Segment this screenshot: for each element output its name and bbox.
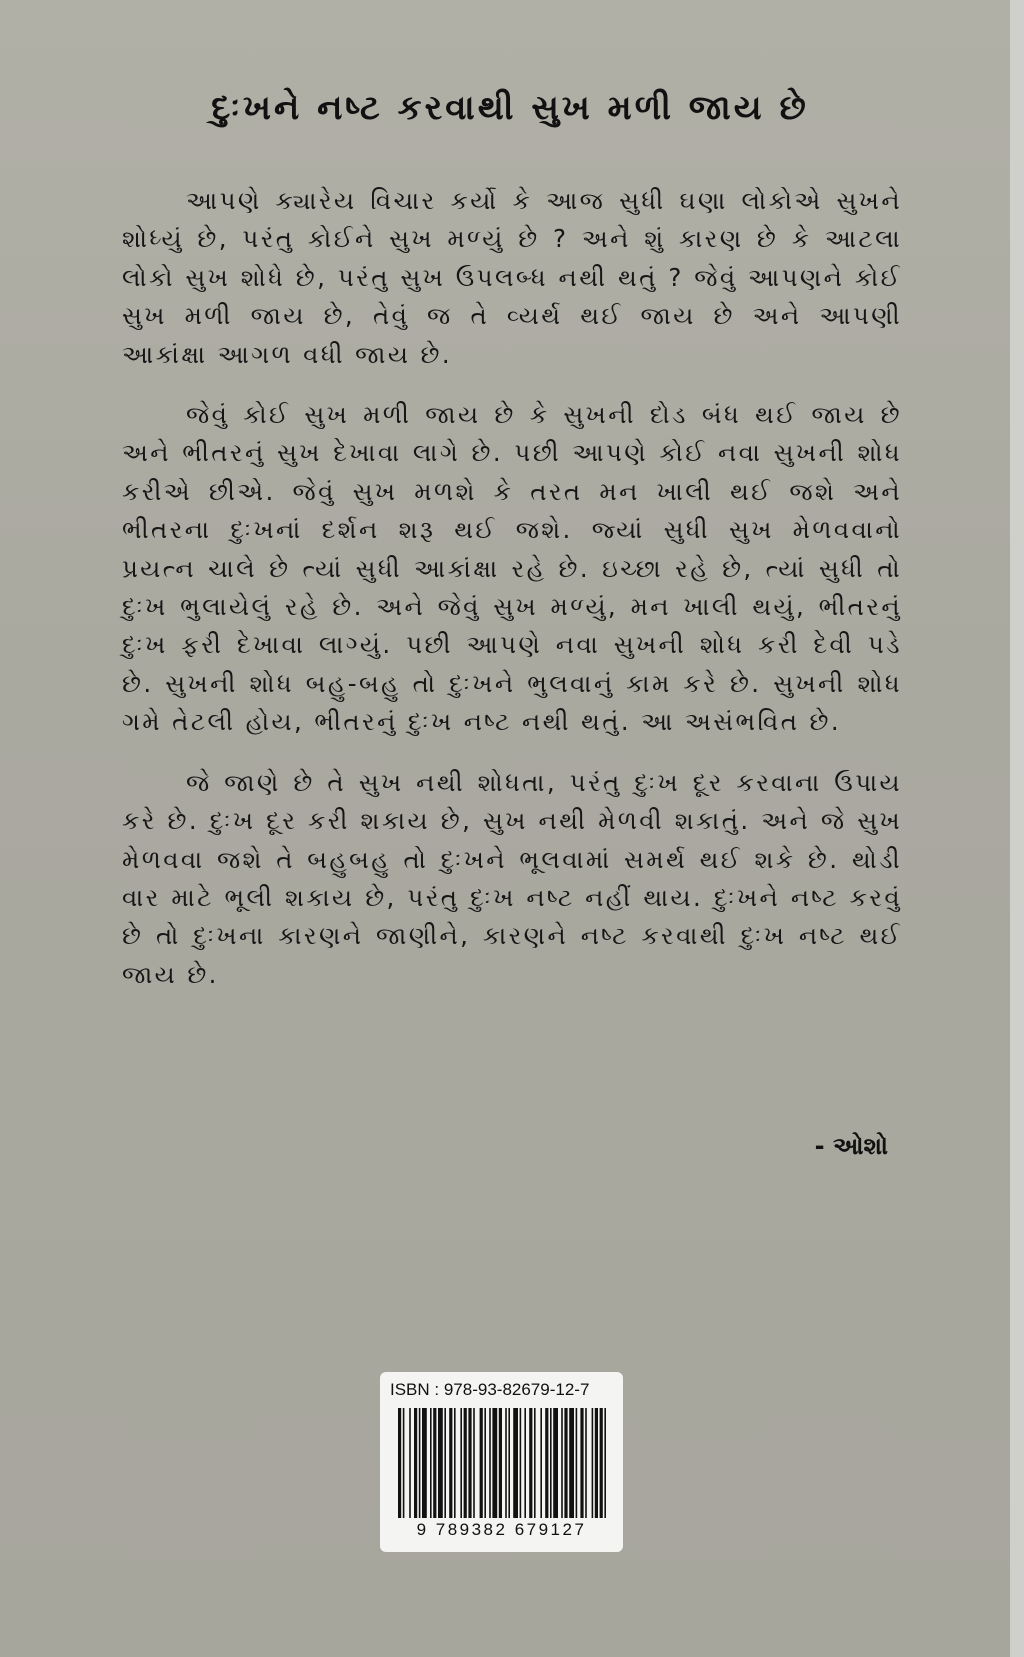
barcode-bar <box>595 1408 598 1518</box>
body-text <box>122 182 902 1016</box>
barcode-bar <box>524 1408 526 1518</box>
barcode-bar <box>438 1408 443 1518</box>
barcode-bar <box>398 1408 401 1518</box>
barcode-bar <box>508 1408 510 1518</box>
barcode-bar <box>592 1408 594 1518</box>
page-title: દુઃખને નષ્ટ કરવાથી સુખ મળી જાય છે <box>211 88 809 128</box>
barcode-bar <box>529 1408 532 1518</box>
barcode-bar <box>414 1408 417 1518</box>
barcode-bar <box>550 1408 552 1518</box>
barcode-bar <box>489 1408 491 1518</box>
barcode-bar <box>585 1408 587 1518</box>
barcode-bar <box>480 1408 483 1518</box>
barcode-bar <box>464 1408 467 1518</box>
barcode-bar <box>561 1408 563 1518</box>
barcode-bar <box>600 1408 603 1518</box>
paragraph-1: આપણે ક્યારેય વિચાર કર્યો કે આજ સુધી ઘણા લોકોએ સુખને શોધ્યું છે, પરંતુ કોઈને સુખ મળ્યું છે ? અને શું કારણ છે કે આટલા લોકો સુખ શોધે છે, પરંતુ સુખ ઉપલબ્ધ નથી થતું ? જેવું આપણને કોઈ સુખ મળી જાય છે, તેવું જ તે વ્યર્થ થઈ જાય છે અને આપણી આકાંક્ષા આગળ વધી જાય છે. <box>122 186 902 369</box>
barcode-bar <box>553 1408 558 1518</box>
barcode-bar <box>576 1408 578 1518</box>
barcode-bar <box>419 1408 421 1518</box>
author-signature: - ઓશો <box>814 1132 888 1160</box>
paragraph-2: જેવું કોઈ સુખ મળી જાય છે કે સુખની દોડ બંધ થઈ જાય છે અને ભીતરનું સુખ દેખાવા લાગે છે. પછી આપણે કોઈ નવા સુખની શોધ કરીએ છીએ. જેવું સુખ મળશે કે તરત મન ખાલી થઈ જશે અને ભીતરના દુઃખનાં દર્શન શરૂ થઈ જશે. જ્યાં સુધી સુખ મેળવવાનો પ્રયત્ન ચાલે છે ત્યાં સુધી આકાંક્ષા રહે છે. ઇચ્છા રહે છે, ત્યાં સુધી તો દુઃખ ભુલાયેલું રહે છે. અને જેવું સુખ મળ્યું, મન ખાલી થયું, ભીતરનું દુઃખ ફરી દેખાવા લાગ્યું. પછી આપણે નવા સુખની શોધ કરી દેવી પડે છે. સુખની શોધ બહુ-બહુ તો દુઃખને ભુલવાનું કામ કરે છે. સુખની શોધ ગમે તેટલી હોય, ભીતરનું દુઃખ નષ્ટ નથી થતું. આ અસંભવિત છે. <box>122 400 902 737</box>
barcode-bar <box>569 1408 574 1518</box>
barcode-bar <box>534 1408 536 1518</box>
barcode-bar <box>499 1408 502 1518</box>
barcode-bar <box>468 1408 471 1518</box>
barcode-bar <box>449 1408 452 1518</box>
barcode-bar <box>403 1408 405 1518</box>
barcode-bar <box>430 1408 432 1518</box>
barcode-bar <box>580 1408 583 1518</box>
barcode-bar <box>564 1408 567 1518</box>
barcode-bar <box>454 1408 456 1518</box>
barcode-bar <box>492 1408 497 1518</box>
barcode-bar <box>484 1408 486 1518</box>
barcode-bar <box>473 1408 475 1518</box>
isbn-label: ISBN : 978-93-82679-12-7 <box>390 1380 590 1399</box>
barcode-bar <box>540 1408 542 1518</box>
barcode-bar <box>604 1408 606 1518</box>
paragraph-3: જે જાણે છે તે સુખ નથી શોધતા, પરંતુ દુઃખ દૂર કરવાના ઉપાય કરે છે. દુઃખ દૂર કરી શકાય છે, સુખ નથી મેળવી શકાતું. અને જે સુખ મેળવવા જશે તે બહુબહુ તો દુઃખને ભૂલવામાં સમર્થ થઈ શકે છે. થોડી વાર માટે ભૂલી શકાય છે, પરંતુ દુઃખ નષ્ટ નહીં થાય. દુઃખને નષ્ટ કરવું છે તો દુઃખના કારણને જાણીને, કારણને નષ્ટ કરવાથી દુઃખ નષ્ટ થઈ જાય છે. <box>122 767 902 989</box>
barcode-bar <box>444 1408 446 1518</box>
barcode-bar <box>422 1408 427 1518</box>
barcode-bar <box>409 1408 411 1518</box>
barcode-bar <box>460 1408 462 1518</box>
isbn-barcode-panel <box>380 1372 623 1552</box>
barcode-bar <box>433 1408 436 1518</box>
barcode-digits: 9 789382 679127 <box>416 1520 587 1539</box>
barcode-bar <box>520 1408 522 1518</box>
barcode-bar <box>505 1408 507 1518</box>
barcode-bar <box>513 1408 518 1518</box>
barcode-bar <box>545 1408 548 1518</box>
